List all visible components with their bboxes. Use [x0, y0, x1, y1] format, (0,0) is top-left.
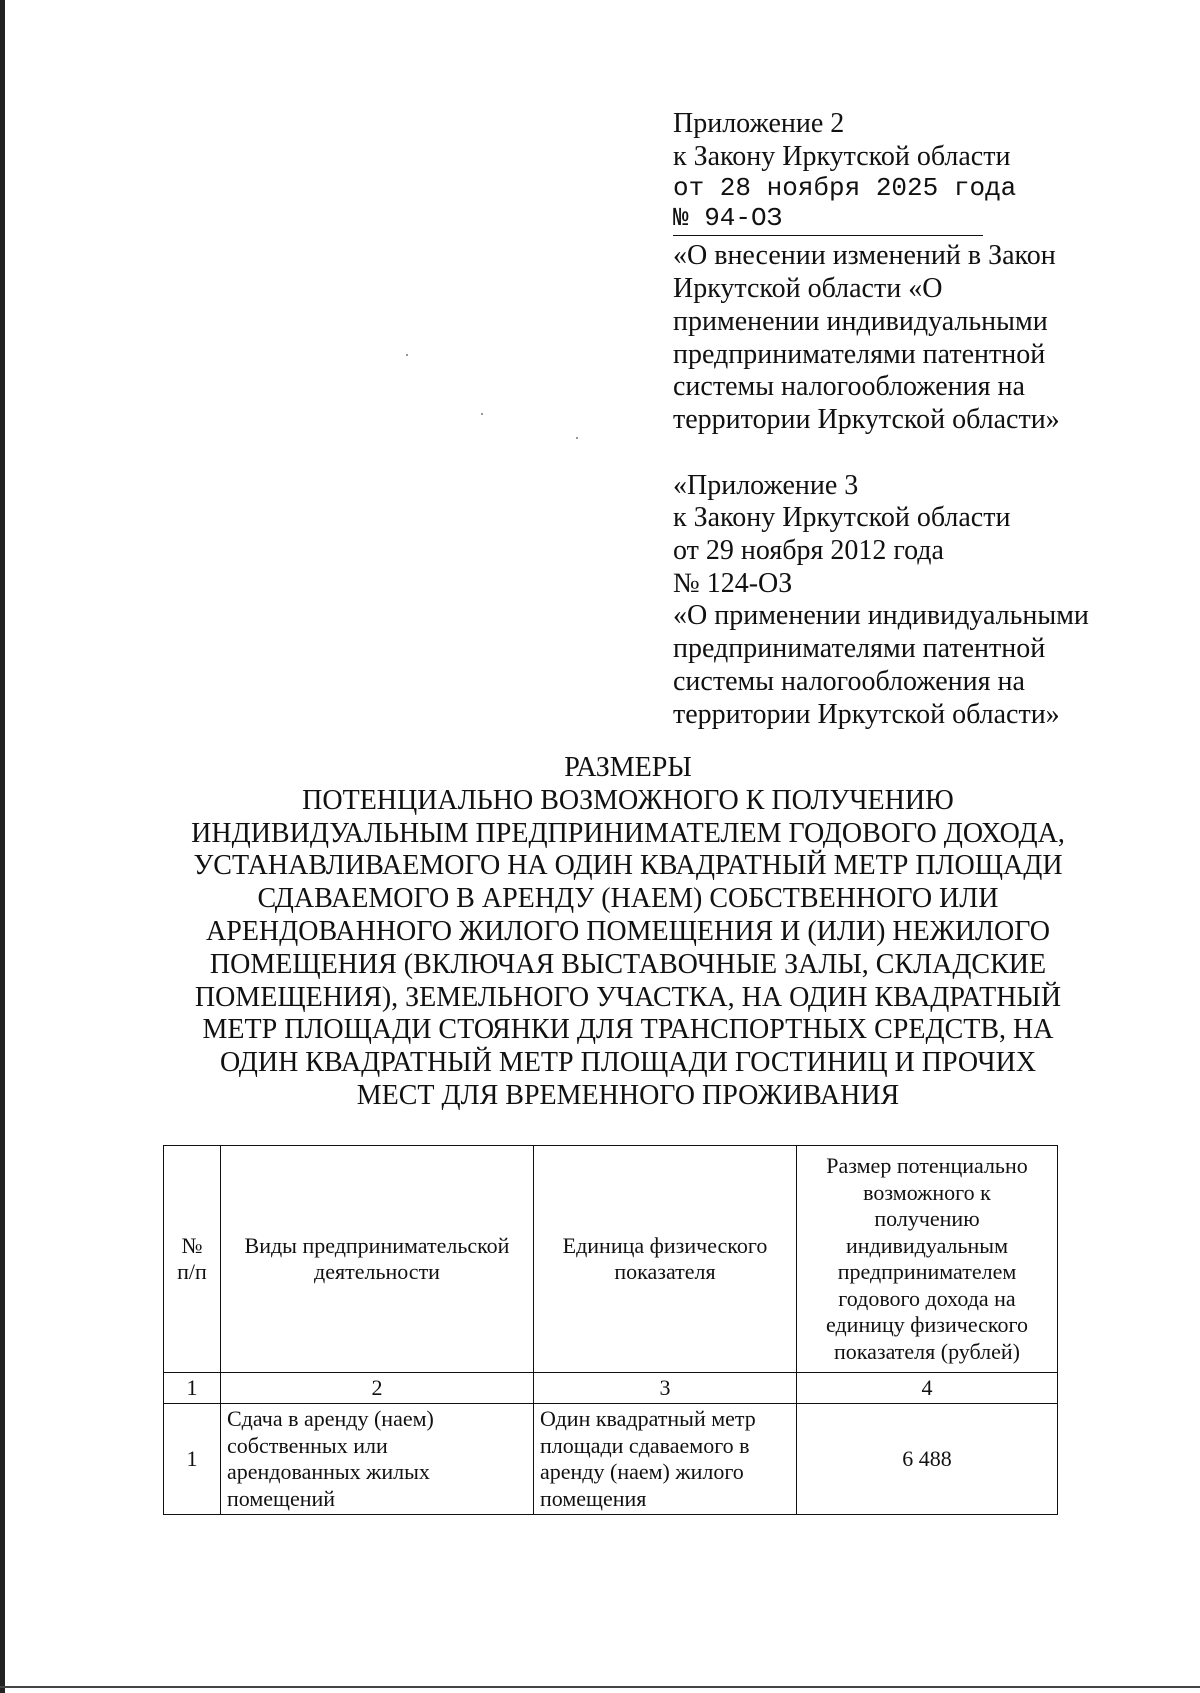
- column-number-row: [164, 1373, 1058, 1404]
- unit-cell: [534, 1404, 797, 1515]
- appendix-date: от 28 ноября 2025 года: [673, 173, 1017, 204]
- header-text: предпринимателем: [837, 1259, 1017, 1284]
- table-header-row: [164, 1146, 1058, 1373]
- header-text: показателя: [614, 1259, 716, 1284]
- scan-left-edge: [0, 0, 5, 1693]
- unit-text: площади сдаваемого в: [540, 1432, 750, 1458]
- title-line: ПОМЕЩЕНИЯ), ЗЕМЕЛЬНОГО УЧАСТКА, НА ОДИН КВАДРАТНЫЙ: [194, 981, 1062, 1013]
- activity-text: собственных или: [227, 1432, 388, 1458]
- quoted-appendix-line: системы налогообложения на: [673, 665, 1025, 697]
- title-line: ПОМЕЩЕНИЯ (ВКЛЮЧАЯ ВЫСТАВОЧНЫЕ ЗАЛЫ, СКЛАДСКИЕ: [209, 948, 1047, 980]
- header-text: показателя (рублей): [834, 1338, 1020, 1364]
- title-line: РАЗМЕРЫ: [564, 752, 692, 783]
- quoted-appendix-line: к Закону Иркутской области: [673, 502, 1011, 534]
- header-text: индивидуальным: [845, 1232, 1009, 1258]
- document-title: [163, 752, 1093, 1113]
- quoted-appendix-line: территории Иркутской области»: [673, 698, 1060, 730]
- table-row: [164, 1404, 1058, 1515]
- header-cell-unit: [534, 1146, 797, 1373]
- title-line: МЕТР ПЛОЩАДИ СТОЯНКИ ДЛЯ ТРАНСПОРТНЫХ СРЕДСТВ, НА: [202, 1014, 1054, 1046]
- header-cell-number: [164, 1146, 221, 1373]
- activity-text: арендованных жилых: [227, 1459, 430, 1484]
- activity-text: Сдача в аренду (наем): [227, 1406, 434, 1431]
- title-line: УСТАНАВЛИВАЕМОГО НА ОДИН КВАДРАТНЫЙ МЕТР ПЛОЩАДИ: [193, 850, 1063, 882]
- header-text: Единица физического: [562, 1232, 768, 1258]
- column-number: 3: [534, 1373, 797, 1404]
- quoted-appendix-line: № 124-ОЗ: [673, 567, 793, 599]
- header-text: п/п: [177, 1259, 207, 1284]
- law-title-line: «О внесении изменений в Закон: [673, 240, 1056, 272]
- scan-bottom-edge: [0, 1686, 1200, 1688]
- activity-text: помещений: [227, 1485, 336, 1511]
- quoted-appendix-line: предпринимателями патентной: [673, 633, 1046, 665]
- law-title-line: территории Иркутской области»: [673, 403, 1060, 435]
- title-line: СДАВАЕМОГО В АРЕНДУ (НАЕМ) СОБСТВЕННОГО ИЛИ: [257, 883, 999, 915]
- column-number: 4: [797, 1373, 1058, 1404]
- income-value: 6 488: [797, 1404, 1058, 1515]
- unit-text: Один квадратный метр: [540, 1406, 756, 1431]
- header-text: получению: [874, 1206, 980, 1231]
- header-text: Виды предпринимательской: [244, 1232, 510, 1258]
- appendix-block: [673, 108, 1103, 731]
- quoted-appendix-line: «О применении индивидуальными: [673, 600, 1089, 632]
- title-line: ОДИН КВАДРАТНЫЙ МЕТР ПЛОЩАДИ ГОСТИНИЦ И ПРОЧИХ: [219, 1047, 1037, 1079]
- title-line: МЕСТ ДЛЯ ВРЕМЕННОГО ПРОЖИВАНИЯ: [356, 1079, 900, 1111]
- scan-speck: [481, 413, 483, 415]
- title-line: ПОТЕНЦИАЛЬНО ВОЗМОЖНОГО К ПОЛУЧЕНИЮ: [302, 784, 954, 816]
- header-text: возможного к: [863, 1179, 991, 1205]
- row-number: 1: [164, 1404, 221, 1515]
- header-text: Размер потенциально: [826, 1153, 1028, 1178]
- header-text: деятельности: [314, 1259, 440, 1284]
- income-rates-table: [163, 1145, 1058, 1515]
- activity-cell: [221, 1404, 534, 1515]
- scan-speck: [576, 437, 578, 439]
- scan-speck: [406, 354, 408, 356]
- appendix-number: № 94-ОЗ: [673, 203, 783, 234]
- law-title-line: системы налогообложения на: [673, 371, 1025, 403]
- law-title-line: предпринимателями патентной: [673, 338, 1046, 370]
- column-number: 1: [164, 1373, 221, 1404]
- unit-text: аренду (наем) жилого: [540, 1459, 744, 1484]
- law-title-line: применении индивидуальными: [673, 305, 1048, 337]
- header-cell-income: [797, 1146, 1058, 1373]
- title-line: ИНДИВИДУАЛЬНЫМ ПРЕДПРИНИМАТЕЛЕМ ГОДОВОГО ДОХОДА,: [191, 817, 1065, 849]
- appendix-line: Приложение 2: [673, 108, 845, 139]
- quoted-appendix-line: «Приложение 3: [673, 469, 859, 501]
- quoted-appendix-line: от 29 ноября 2012 года: [673, 535, 944, 567]
- appendix-line: к Закону Иркутской области: [673, 140, 1011, 172]
- law-title-line: Иркутской области «О: [673, 273, 943, 305]
- header-cell-activity: [221, 1146, 534, 1373]
- underline-rule: [673, 235, 983, 236]
- unit-text: помещения: [540, 1485, 647, 1511]
- header-text: единицу физического: [826, 1312, 1028, 1337]
- column-number: 2: [221, 1373, 534, 1404]
- header-text: №: [181, 1232, 203, 1258]
- header-text: годового дохода на: [838, 1285, 1016, 1311]
- title-line: АРЕНДОВАННОГО ЖИЛОГО ПОМЕЩЕНИЯ И (ИЛИ) НЕЖИЛОГО: [206, 915, 1050, 947]
